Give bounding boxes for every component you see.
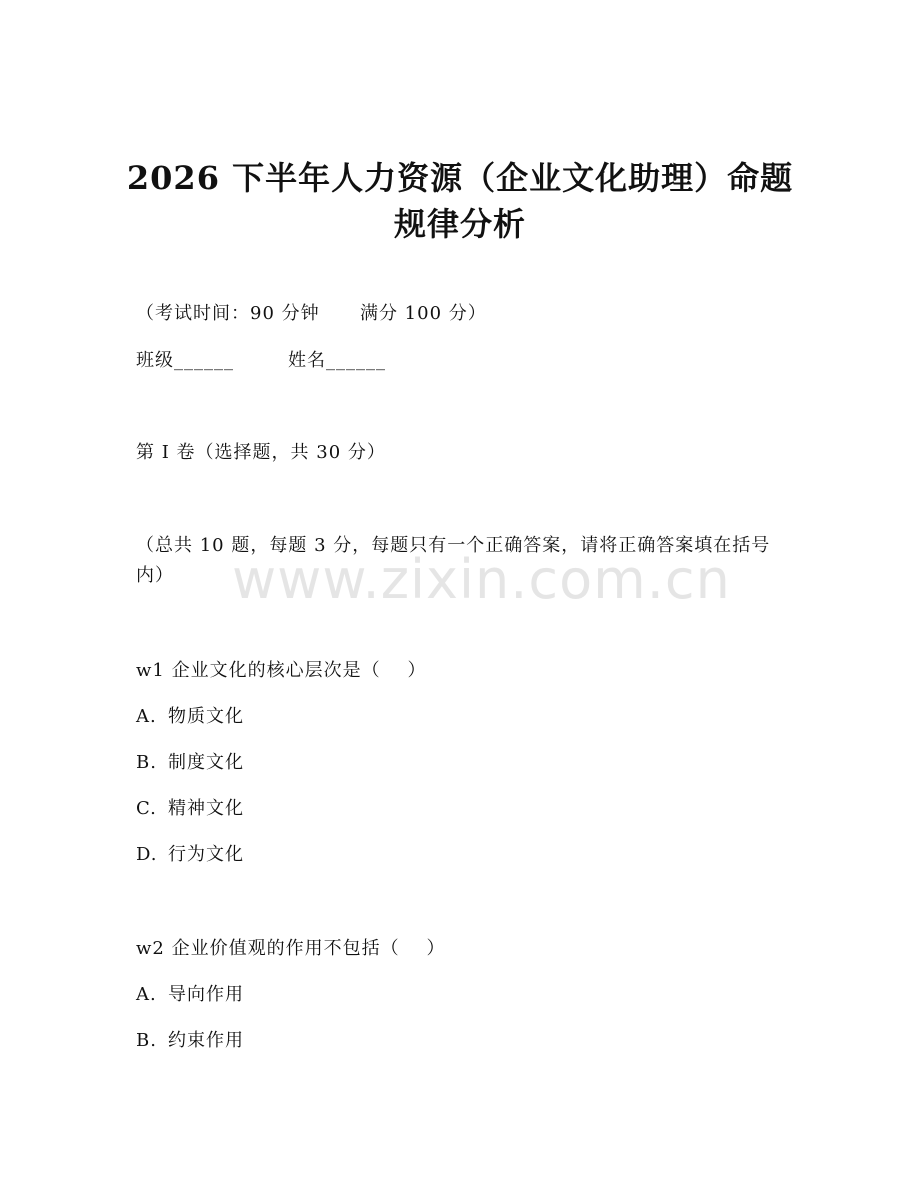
question-stem: w1 企业文化的核心层次是（ ） [136,660,427,681]
option-text: 精神文化 [168,798,244,819]
question-option [136,703,244,731]
document-title [120,155,800,247]
option-letter: B. [136,1030,157,1051]
option-text: 制度文化 [168,752,244,773]
option-text: 导向作用 [168,984,244,1005]
option-text: 约束作用 [168,1030,244,1051]
exam-info: （考试时间：90 分钟 满分 100 分） [136,303,487,324]
option-letter: A. [136,706,157,727]
section-heading: 第 I 卷（选择题，共 30 分） [136,442,386,463]
class-field: 班级______ [136,350,234,371]
option-text: 行为文化 [168,844,244,865]
option-letter: B. [136,752,157,773]
title-line-1: 2026 下半年人力资源（企业文化助理）命题 [126,159,794,197]
option-text: 物质文化 [168,706,244,727]
student-fields [136,347,386,375]
title-line-2: 规律分析 [393,205,526,243]
question-option [136,841,244,869]
question-option [136,981,244,1009]
instructions: （总共 10 题，每题 3 分，每题只有一个正确答案，请将正确答案填在括号内） [136,535,771,586]
question-option [136,749,244,777]
question-option [136,1027,244,1055]
question-option [136,795,244,823]
option-letter: C. [136,798,157,819]
question-stem: w2 企业价值观的作用不包括（ ） [136,938,446,959]
name-field: 姓名______ [288,350,386,371]
watermark: www.zixin.com.cn [232,548,731,611]
option-letter: D. [136,844,158,865]
option-letter: A. [136,984,157,1005]
